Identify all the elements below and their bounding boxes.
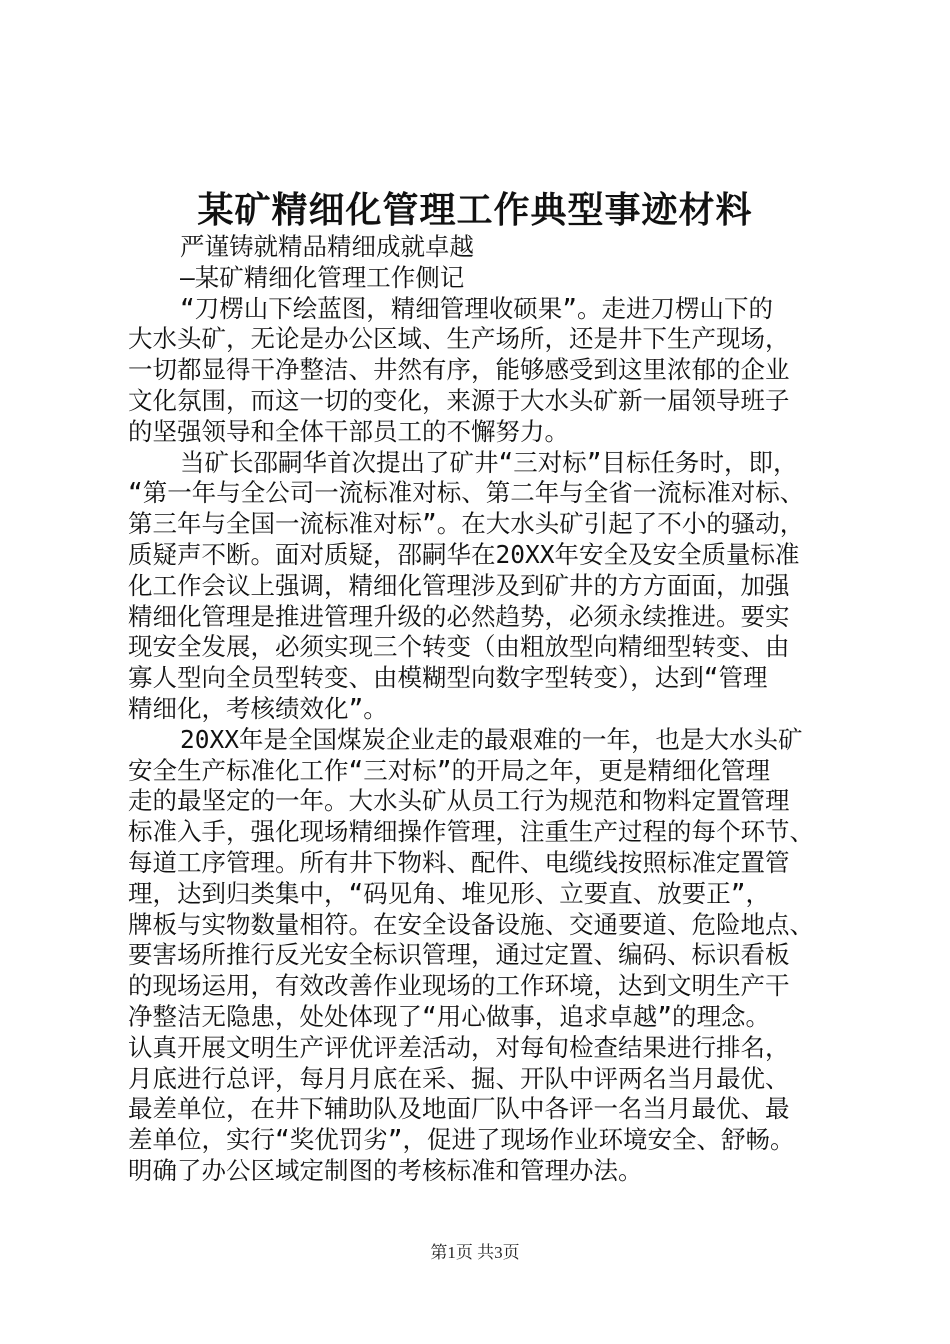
page-footer: 第1页 共3页 xyxy=(430,1243,520,1262)
text-line: 文化氛围，而这一切的变化，来源于大水头矿新一届领导班子 xyxy=(128,385,790,415)
text-line: 寡人型向全员型转变、由模糊型向数字型转变），达到“管理 xyxy=(128,663,768,693)
text-line: 精细化管理是推进管理升级的必然趋势，必须永续推进。要实 xyxy=(128,601,790,631)
paragraph xyxy=(128,294,850,448)
text-line: 走的最坚定的一年。大水头矿从员工行为规范和物料定置管理 xyxy=(128,786,790,816)
text-line: 现安全发展，必须实现三个转变（由粗放型向精细型转变、由 xyxy=(128,632,790,662)
text-line: 化工作会议上强调，精细化管理涉及到矿井的方方面面，加强 xyxy=(128,570,790,600)
subtitle-line: 严谨铸就精品精细成就卓越 xyxy=(180,232,474,261)
paragraph xyxy=(128,448,850,725)
subtitle-line: —某矿精细化管理工作侧记 xyxy=(180,262,465,292)
document-title: 某矿精细化管理工作典型事迹材料 xyxy=(197,189,753,231)
text-line: 牌板与实物数量相符。在安全设备设施、交通要道、危险地点、 xyxy=(128,909,814,939)
text-line: 第三年与全国一流标准对标”。在大水头矿引起了不小的骚动， xyxy=(128,509,805,539)
text-line: “刀楞山下绘蓝图，精细管理收硕果”。走进刀楞山下的 xyxy=(180,293,773,323)
text-line: 20XX年是全国煤炭企业走的最艰难的一年，也是大水头矿 xyxy=(180,724,803,754)
text-line: 最差单位，在井下辅助队及地面厂队中各评一名当月最优、最 xyxy=(128,1094,790,1124)
text-line: 安全生产标准化工作“三对标”的开局之年，更是精细化管理 xyxy=(128,755,770,785)
text-line: 要害场所推行反光安全标识管理，通过定置、编码、标识看板 xyxy=(128,940,790,970)
document-body xyxy=(128,232,850,1187)
text-line: 净整洁无隐患，处处体现了“用心做事，追求卓越”的理念。 xyxy=(128,1001,770,1031)
paragraph xyxy=(128,725,850,1187)
text-line: 一切都显得干净整洁、井然有序，能够感受到这里浓郁的企业 xyxy=(128,355,790,385)
text-line: 差单位，实行“奖优罚劣”，促进了现场作业环境安全、舒畅。 xyxy=(128,1125,795,1155)
text-line: 认真开展文明生产评优评差活动，对每旬检查结果进行排名， xyxy=(128,1032,790,1062)
text-line: 质疑声不断。面对质疑，邵嗣华在20XX年安全及安全质量标准 xyxy=(128,539,800,569)
text-line: 理，达到归类集中，“码见角、堆见形、立要直、放要正”， xyxy=(128,878,770,908)
text-line: 月底进行总评，每月月底在采、掘、开队中评两名当月最优、 xyxy=(128,1063,790,1093)
text-line: 精细化，考核绩效化”。 xyxy=(128,693,388,723)
text-line: 当矿长邵嗣华首次提出了矿井“三对标”目标任务时，即， xyxy=(180,447,798,477)
text-line: 明确了办公区域定制图的考核标准和管理办法。 xyxy=(128,1155,643,1185)
text-line: 的坚强领导和全体干部员工的不懈努力。 xyxy=(128,416,569,446)
text-line: 标准入手，强化现场精细操作管理，注重生产过程的每个环节、 xyxy=(128,817,814,847)
text-line: “第一年与全公司一流标准对标、第二年与全省一流标准对标、 xyxy=(128,478,805,508)
text-line: 大水头矿，无论是办公区域、生产场所，还是井下生产现场， xyxy=(128,324,790,354)
text-line: 的现场运用，有效改善作业现场的工作环境，达到文明生产干 xyxy=(128,971,790,1001)
text-line: 每道工序管理。所有井下物料、配件、电缆线按照标准定置管 xyxy=(128,847,790,877)
